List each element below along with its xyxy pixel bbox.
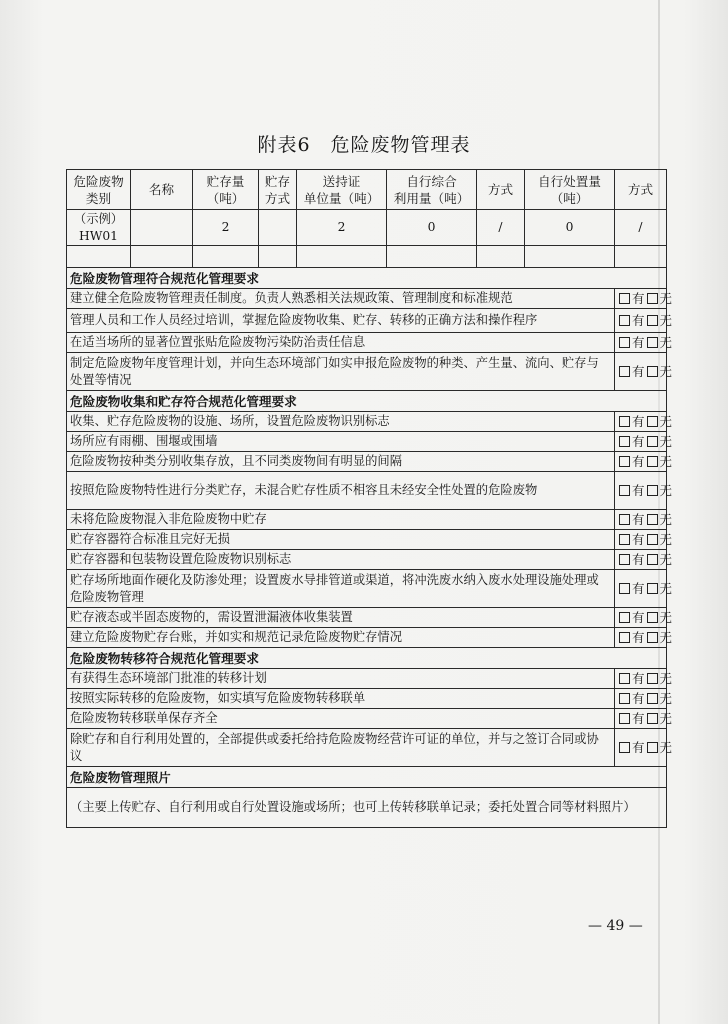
checklist-row <box>67 729 667 767</box>
header-method-2: 方式 <box>615 170 667 210</box>
yes-no-options <box>615 353 673 391</box>
requirement-text: 场所应有雨棚、围堰或围墙 <box>67 432 615 452</box>
yes-no-options <box>615 289 673 309</box>
example-name[interactable] <box>131 210 193 246</box>
yes-label: 有 <box>632 512 645 527</box>
no-checkbox[interactable] <box>647 293 658 304</box>
no-label: 无 <box>659 691 673 706</box>
checklist-row <box>67 432 667 452</box>
requirement-text: 在适当场所的显著位置张贴危险废物污染防治责任信息 <box>67 333 615 353</box>
no-checkbox[interactable] <box>647 554 658 565</box>
requirement-text: 除贮存和自行利用处置的，全部提供或委托给持危险废物经营许可证的单位，并与之签订合同或协议 <box>67 729 615 767</box>
page-number: — 49 — <box>588 918 643 934</box>
no-checkbox[interactable] <box>647 713 658 724</box>
yes-checkbox[interactable] <box>619 713 630 724</box>
example-method-2: / <box>615 210 667 246</box>
yes-checkbox[interactable] <box>619 514 630 525</box>
example-storage-method[interactable] <box>259 210 297 246</box>
no-label: 无 <box>659 364 673 379</box>
example-category: （示例） HW01 <box>67 210 131 246</box>
hazardous-waste-table <box>66 169 673 828</box>
checklist-row <box>67 608 667 628</box>
no-label: 无 <box>659 414 673 429</box>
yes-label: 有 <box>632 740 645 755</box>
blank-entry-row <box>67 246 667 268</box>
checklist-row <box>67 570 667 608</box>
checklist-row <box>67 412 667 432</box>
no-checkbox[interactable] <box>647 485 658 496</box>
yes-checkbox[interactable] <box>619 612 630 623</box>
yes-checkbox[interactable] <box>619 583 630 594</box>
header-self-utilization: 自行综合 利用量（吨） <box>387 170 477 210</box>
yes-checkbox[interactable] <box>619 293 630 304</box>
no-label: 无 <box>659 610 673 625</box>
no-checkbox[interactable] <box>647 337 658 348</box>
blank-cell[interactable] <box>525 246 615 268</box>
example-self-utilization: 0 <box>387 210 477 246</box>
header-storage-method: 贮存 方式 <box>259 170 297 210</box>
example-method-1: / <box>477 210 525 246</box>
yes-label: 有 <box>632 532 645 547</box>
yes-no-options <box>615 729 673 767</box>
no-label: 无 <box>659 335 673 350</box>
requirement-text: 贮存场所地面作硬化及防渗处理；设置废水导排管道或渠道，将冲洗废水纳入废水处理设施处理或危险废物管理 <box>67 570 615 608</box>
yes-label: 有 <box>632 630 645 645</box>
checklist-row <box>67 628 667 648</box>
no-label: 无 <box>659 740 673 755</box>
yes-checkbox[interactable] <box>619 632 630 643</box>
requirement-text: 管理人员和工作人员经过培训，掌握危险废物收集、贮存、转移的正确方法和操作程序 <box>67 309 615 333</box>
yes-checkbox[interactable] <box>619 366 630 377</box>
yes-no-options <box>615 628 673 648</box>
requirement-text: 未将危险废物混入非危险废物中贮存 <box>67 510 615 530</box>
yes-no-options <box>615 510 673 530</box>
header-self-disposal: 自行处置量 （吨） <box>525 170 615 210</box>
no-label: 无 <box>659 483 673 498</box>
no-checkbox[interactable] <box>647 514 658 525</box>
yes-no-options <box>615 452 673 472</box>
checklist-row <box>67 689 667 709</box>
requirement-text: 贮存液态或半固态废物的，需设置泄漏液体收集装置 <box>67 608 615 628</box>
header-sent-amount: 送持证 单位量（吨） <box>297 170 387 210</box>
yes-checkbox[interactable] <box>619 673 630 684</box>
requirement-text: 贮存容器符合标准且完好无损 <box>67 530 615 550</box>
yes-checkbox[interactable] <box>619 456 630 467</box>
no-checkbox[interactable] <box>647 315 658 326</box>
no-checkbox[interactable] <box>647 583 658 594</box>
blank-cell[interactable] <box>615 246 667 268</box>
no-checkbox[interactable] <box>647 612 658 623</box>
yes-label: 有 <box>632 313 645 328</box>
yes-no-options <box>615 412 673 432</box>
no-label: 无 <box>659 581 673 596</box>
no-checkbox[interactable] <box>647 742 658 753</box>
yes-label: 有 <box>632 414 645 429</box>
yes-no-options <box>615 709 673 729</box>
section-title: 危险废物管理符合规范化管理要求 <box>67 268 667 289</box>
yes-label: 有 <box>632 610 645 625</box>
yes-no-options <box>615 669 673 689</box>
no-checkbox[interactable] <box>647 673 658 684</box>
checklist-row <box>67 472 667 510</box>
no-label: 无 <box>659 552 673 567</box>
yes-no-options <box>615 472 673 510</box>
requirement-text: 贮存容器和包装物设置危险废物识别标志 <box>67 550 615 570</box>
requirement-text: 制定危险废物年度管理计划，并向生态环境部门如实申报危险废物的种类、产生量、流向、贮存与处置等情况 <box>67 353 615 391</box>
checklist-row <box>67 709 667 729</box>
header-waste-category: 危险废物 类别 <box>67 170 131 210</box>
requirement-text: 按照危险废物特性进行分类贮存，未混合贮存性质不相容且未经安全性处置的危险废物 <box>67 472 615 510</box>
yes-label: 有 <box>632 552 645 567</box>
yes-label: 有 <box>632 454 645 469</box>
blank-cell[interactable] <box>477 246 525 268</box>
yes-checkbox[interactable] <box>619 693 630 704</box>
yes-no-options <box>615 309 673 333</box>
yes-no-options <box>615 333 673 353</box>
yes-label: 有 <box>632 291 645 306</box>
yes-checkbox[interactable] <box>619 554 630 565</box>
blank-cell[interactable] <box>387 246 477 268</box>
yes-label: 有 <box>632 434 645 449</box>
section-header-row <box>67 268 667 289</box>
requirement-text: 危险废物转移联单保存齐全 <box>67 709 615 729</box>
requirement-text: 危险废物按种类分别收集存放，且不同类废物间有明显的间隔 <box>67 452 615 472</box>
no-label: 无 <box>659 291 673 306</box>
no-checkbox[interactable] <box>647 693 658 704</box>
no-checkbox[interactable] <box>647 456 658 467</box>
requirement-text: 建立健全危险废物管理责任制度。负责人熟悉相关法规政策、管理制度和标准规范 <box>67 289 615 309</box>
yes-checkbox[interactable] <box>619 534 630 545</box>
example-storage-amount: 2 <box>193 210 259 246</box>
yes-no-options <box>615 608 673 628</box>
no-checkbox[interactable] <box>647 534 658 545</box>
yes-no-options <box>615 550 673 570</box>
checklist-row <box>67 452 667 472</box>
blank-cell[interactable] <box>131 246 193 268</box>
yes-checkbox[interactable] <box>619 436 630 447</box>
photo-section-header-row <box>67 767 667 788</box>
yes-label: 有 <box>632 691 645 706</box>
yes-checkbox[interactable] <box>619 742 630 753</box>
no-label: 无 <box>659 532 673 547</box>
requirement-text: 按照实际转移的危险废物，如实填写危险废物转移联单 <box>67 689 615 709</box>
blank-cell[interactable] <box>259 246 297 268</box>
blank-cell[interactable] <box>193 246 259 268</box>
blank-cell[interactable] <box>297 246 387 268</box>
no-label: 无 <box>659 512 673 527</box>
section-header-row <box>67 648 667 669</box>
page-title: 附表6 危险废物管理表 <box>257 134 471 156</box>
yes-checkbox[interactable] <box>619 315 630 326</box>
blank-cell[interactable] <box>67 246 131 268</box>
no-checkbox[interactable] <box>647 632 658 643</box>
header-method-1: 方式 <box>477 170 525 210</box>
example-row <box>67 210 667 246</box>
yes-checkbox[interactable] <box>619 416 630 427</box>
no-checkbox[interactable] <box>647 416 658 427</box>
checklist-row <box>67 289 667 309</box>
no-label: 无 <box>659 434 673 449</box>
checklist-row <box>67 530 667 550</box>
yes-no-options <box>615 432 673 452</box>
checklist-row <box>67 510 667 530</box>
table-header-row <box>67 170 667 210</box>
no-label: 无 <box>659 630 673 645</box>
header-storage-amount: 贮存量 （吨） <box>193 170 259 210</box>
photo-upload-note[interactable]: （主要上传贮存、自行利用或自行处置设施或场所；也可上传转移联单记录；委托处置合同等材料照片） <box>67 788 667 828</box>
checklist-row <box>67 309 667 333</box>
requirement-text: 有获得生态环境部门批准的转移计划 <box>67 669 615 689</box>
requirement-text: 收集、贮存危险废物的设施、场所，设置危险废物识别标志 <box>67 412 615 432</box>
checklist-row <box>67 669 667 689</box>
no-checkbox[interactable] <box>647 436 658 447</box>
yes-no-options <box>615 530 673 550</box>
checklist-row <box>67 550 667 570</box>
yes-label: 有 <box>632 671 645 686</box>
checklist-row <box>67 353 667 391</box>
photo-upload-row <box>67 788 667 828</box>
yes-no-options <box>615 689 673 709</box>
yes-no-options <box>615 570 673 608</box>
requirement-text: 建立危险废物贮存台账，并如实和规范记录危险废物贮存情况 <box>67 628 615 648</box>
example-self-disposal: 0 <box>525 210 615 246</box>
yes-label: 有 <box>632 483 645 498</box>
yes-checkbox[interactable] <box>619 337 630 348</box>
checklist-row <box>67 333 667 353</box>
header-name: 名称 <box>131 170 193 210</box>
photo-section-title: 危险废物管理照片 <box>67 767 667 788</box>
no-label: 无 <box>659 711 673 726</box>
yes-label: 有 <box>632 711 645 726</box>
yes-label: 有 <box>632 581 645 596</box>
yes-label: 有 <box>632 335 645 350</box>
no-label: 无 <box>659 454 673 469</box>
yes-label: 有 <box>632 364 645 379</box>
example-sent-amount: 2 <box>297 210 387 246</box>
section-title: 危险废物转移符合规范化管理要求 <box>67 648 667 669</box>
no-label: 无 <box>659 671 673 686</box>
section-title: 危险废物收集和贮存符合规范化管理要求 <box>67 391 667 412</box>
section-header-row <box>67 391 667 412</box>
no-label: 无 <box>659 313 673 328</box>
yes-checkbox[interactable] <box>619 485 630 496</box>
no-checkbox[interactable] <box>647 366 658 377</box>
